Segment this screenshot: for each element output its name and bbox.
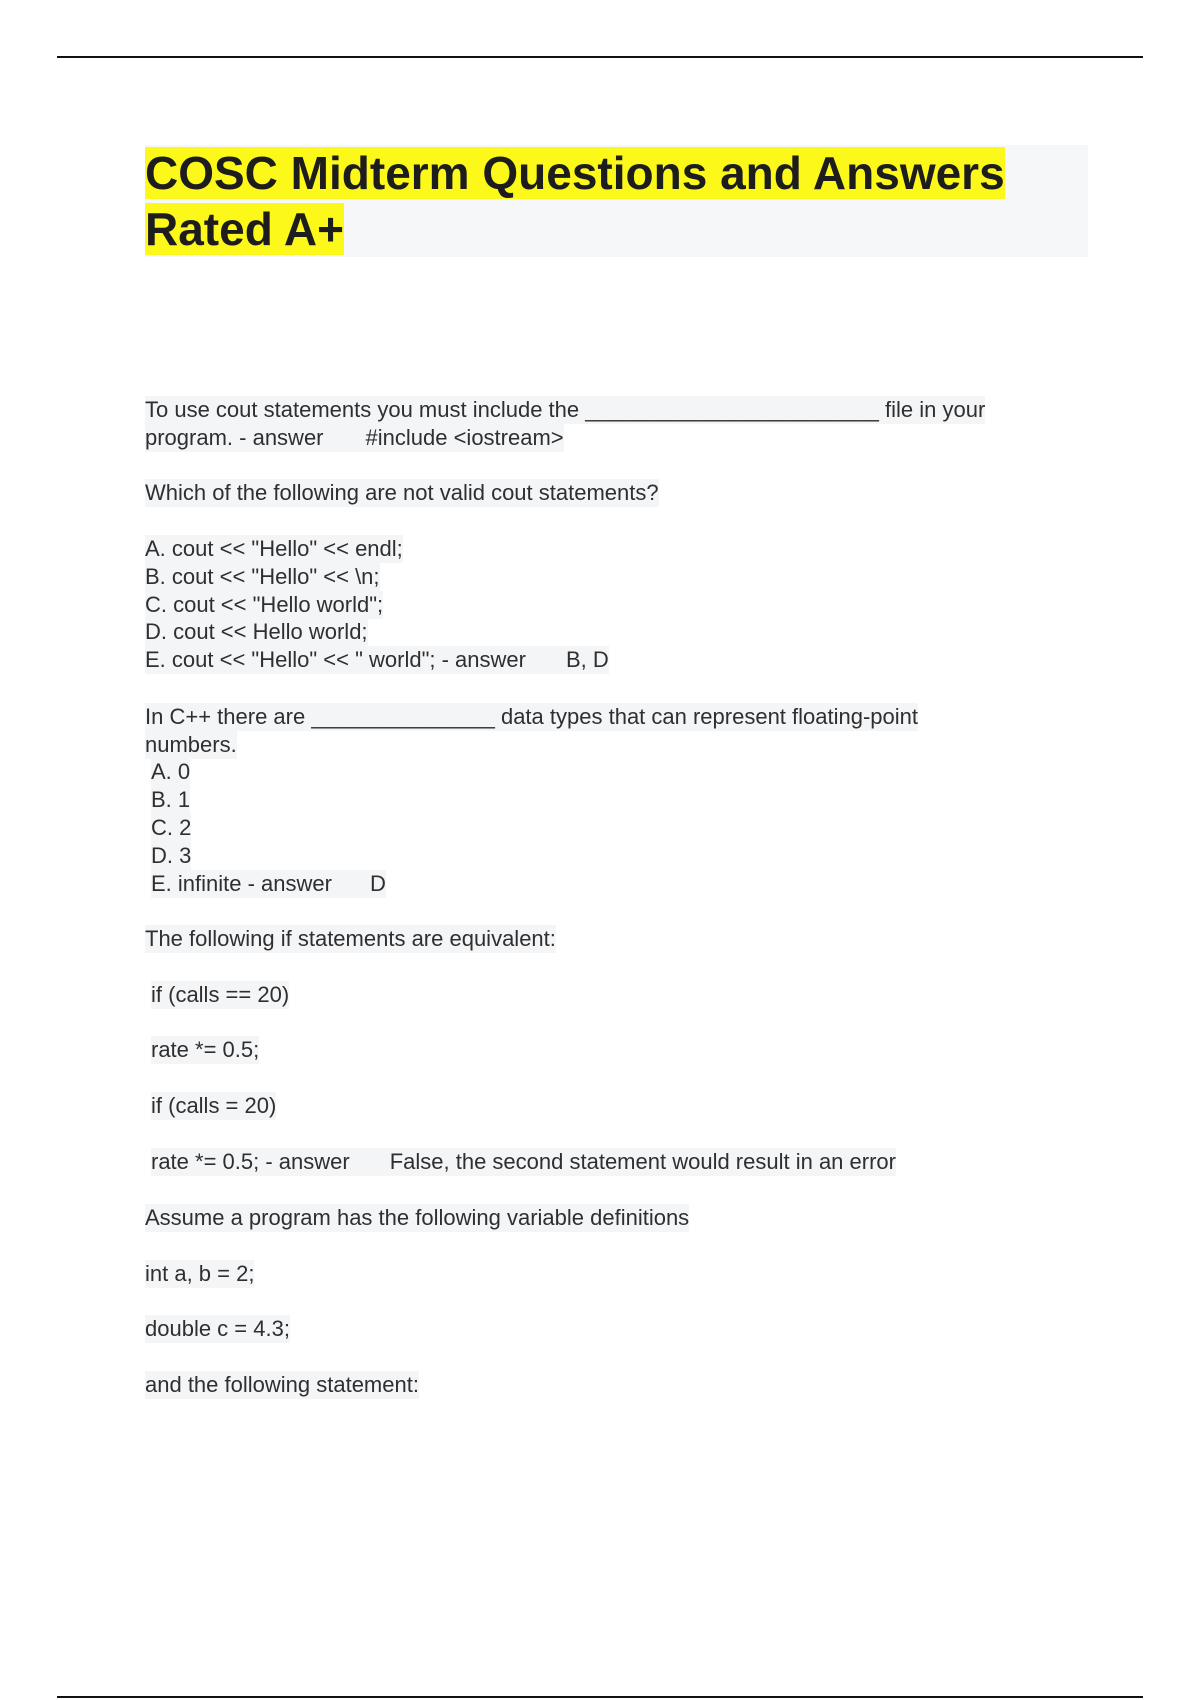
q3-line-2: numbers. bbox=[145, 732, 237, 757]
q2-option-a: A. cout << "Hello" << endl; bbox=[145, 536, 403, 561]
q2-option-d: D. cout << Hello world; bbox=[145, 619, 368, 644]
q1-prefix: program. - answer bbox=[145, 425, 324, 450]
q3-option-b: B. 1 bbox=[151, 787, 191, 812]
q4-code-1: if (calls == 20) bbox=[151, 982, 290, 1007]
q4-question: The following if statements are equivalent: bbox=[145, 926, 556, 951]
q1-answer: #include <iostream> bbox=[365, 425, 564, 450]
q4-code-4 bbox=[151, 1148, 896, 1176]
document-title bbox=[145, 145, 1088, 257]
q3-option-e-text: E. infinite - answer bbox=[151, 871, 332, 896]
q3-option-e bbox=[151, 870, 386, 898]
title-line-1: COSC Midterm Questions and Answers bbox=[145, 147, 1005, 199]
q5-def-1: int a, b = 2; bbox=[145, 1261, 255, 1286]
q5-intro: Assume a program has the following variable definitions bbox=[145, 1205, 690, 1230]
q3-option-a: A. 0 bbox=[151, 759, 191, 784]
title-line-2: Rated A+ bbox=[145, 203, 344, 255]
q5-trailer: and the following statement: bbox=[145, 1372, 419, 1397]
footer-rule bbox=[57, 1696, 1143, 1698]
q1-line-1: To use cout statements you must include the ________________________ file in your bbox=[145, 397, 986, 422]
q2-option-e bbox=[145, 646, 609, 674]
q2-option-c: C. cout << "Hello world"; bbox=[145, 592, 384, 617]
q3-answer: D bbox=[369, 871, 386, 896]
q5-def-2: double c = 4.3; bbox=[145, 1316, 290, 1341]
q2-answer: B, D bbox=[565, 647, 609, 672]
q4-answer: False, the second statement would result in an error bbox=[389, 1149, 896, 1174]
q4-code-2: rate *= 0.5; bbox=[151, 1037, 260, 1062]
title-block bbox=[145, 145, 1088, 257]
q2-question: Which of the following are not valid cout statements? bbox=[145, 480, 659, 505]
q2-option-b: B. cout << "Hello" << \n; bbox=[145, 564, 380, 589]
q1-line-2 bbox=[145, 424, 564, 452]
q3-option-c: C. 2 bbox=[151, 815, 192, 840]
q4-code-4-text: rate *= 0.5; - answer bbox=[151, 1149, 350, 1174]
q4-code-3: if (calls = 20) bbox=[151, 1093, 277, 1118]
header-rule bbox=[57, 56, 1143, 58]
q2-option-e-text: E. cout << "Hello" << " world"; - answer bbox=[145, 647, 526, 672]
q3-line-1: In C++ there are _______________ data types that can represent floating-point bbox=[145, 704, 919, 729]
q3-option-d: D. 3 bbox=[151, 843, 192, 868]
